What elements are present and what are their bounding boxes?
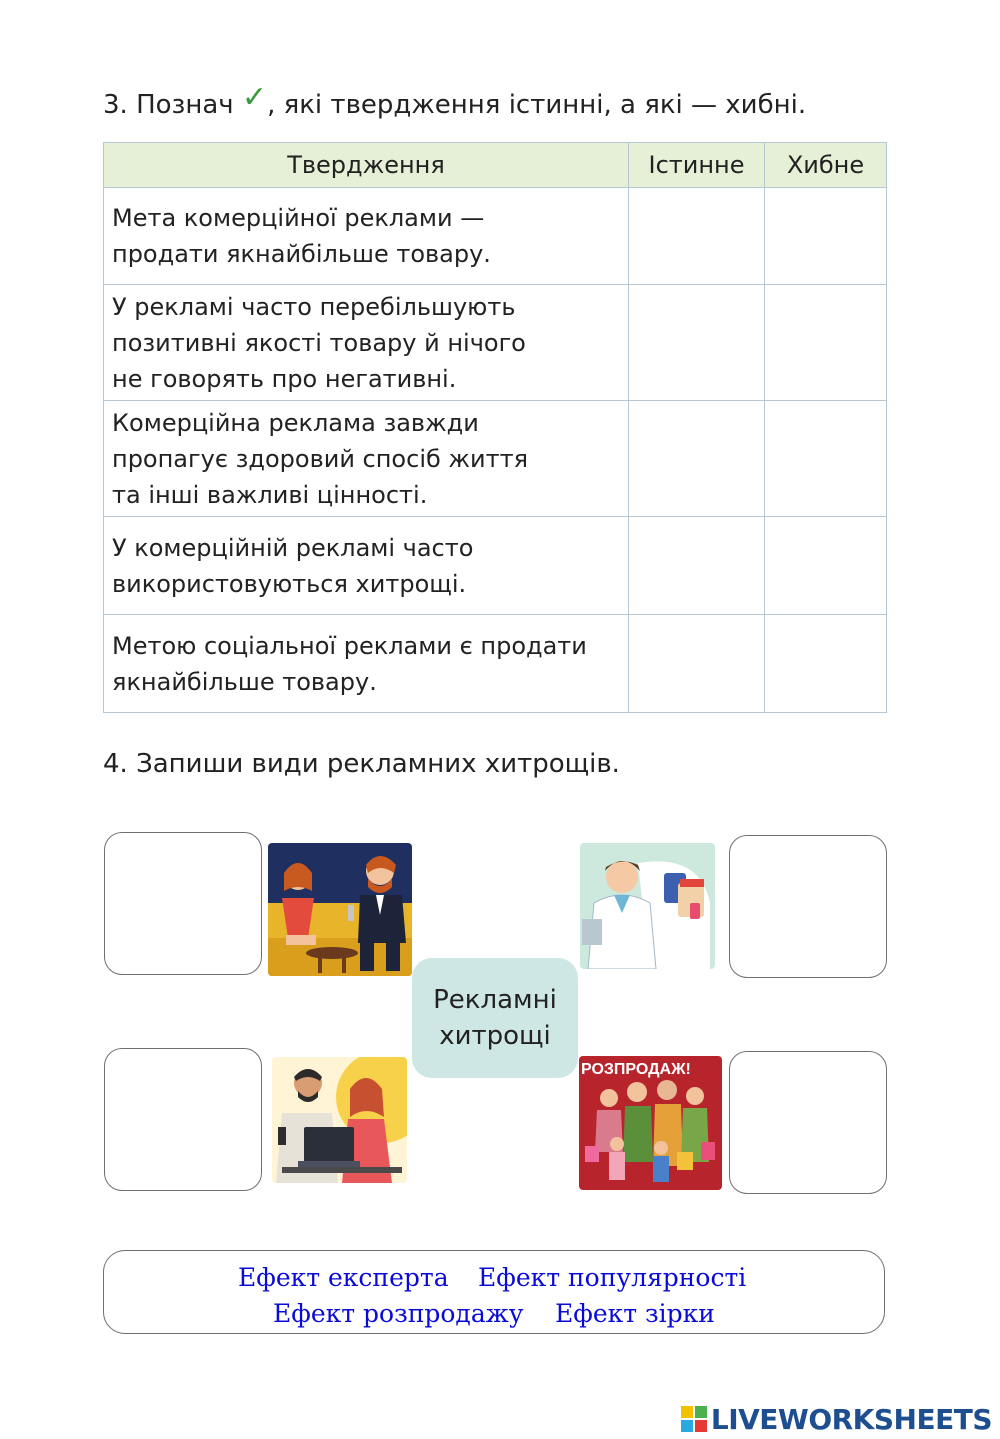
false-answer-cell[interactable] <box>765 285 887 401</box>
header-statement: Твердження <box>104 143 629 188</box>
doctor-expert-image <box>580 843 715 969</box>
word-popularity-effect[interactable]: Ефект популярності <box>478 1263 747 1292</box>
true-answer-cell[interactable] <box>629 285 765 401</box>
doctor-illustration <box>580 843 715 969</box>
statement-line: якнайбільше товару. <box>112 667 377 696</box>
statement-cell <box>104 517 629 615</box>
liveworksheets-brand <box>681 1402 992 1436</box>
sale-crowd-image <box>579 1056 722 1190</box>
task4-title <box>103 748 620 780</box>
brand-name: LIVEWORKSHEETS <box>710 1402 992 1436</box>
word-sale-effect[interactable]: Ефект розпродажу <box>273 1299 524 1328</box>
statement-line: позитивні якості товару й нічого <box>112 328 526 357</box>
true-answer-cell[interactable] <box>629 401 765 517</box>
statement-line: та інші важливі цінності. <box>112 480 428 509</box>
center-topic-box <box>412 958 578 1078</box>
table-row <box>104 401 887 517</box>
interview-illustration <box>272 1057 407 1183</box>
statement-line: Метою соціальної реклами є продати <box>112 631 587 660</box>
answer-box-top-right[interactable] <box>729 835 887 978</box>
task3-title-part1: Познач <box>136 90 234 120</box>
statement-line: Мета комерційної реклами — <box>112 204 485 232</box>
statement-cell <box>104 401 629 517</box>
statement-line: продати якнайбільше товару. <box>112 240 491 268</box>
header-false: Хибне <box>765 143 887 188</box>
task3-number: 3. <box>103 90 128 120</box>
sale-crowd-illustration <box>579 1056 722 1190</box>
task4-number: 4. <box>103 749 128 779</box>
false-answer-cell[interactable] <box>765 188 887 285</box>
statement-line: використовуються хитрощі. <box>112 569 467 598</box>
false-answer-cell[interactable] <box>765 517 887 615</box>
answer-box-bottom-left[interactable] <box>104 1048 262 1191</box>
street-interview-image <box>272 1057 407 1183</box>
checkmark-icon: ✓ <box>241 80 268 115</box>
task4-title-text: Запиши види рекламних хитрощів. <box>136 749 620 779</box>
statement-line: У рекламі часто перебільшують <box>112 292 516 321</box>
word-expert-effect[interactable]: Ефект експерта <box>238 1263 449 1292</box>
center-line-1: Рекламні <box>433 985 557 1015</box>
answer-box-bottom-right[interactable] <box>729 1051 887 1194</box>
table-header-row <box>104 143 887 188</box>
table-row <box>104 517 887 615</box>
statement-cell <box>104 188 629 285</box>
answer-box-top-left[interactable] <box>104 832 262 975</box>
task3-title-part2: , які твердження істинні, а які — хибні. <box>267 90 807 120</box>
celebrity-interview-image <box>268 843 412 976</box>
word-star-effect[interactable]: Ефект зірки <box>555 1299 715 1328</box>
statements-table <box>103 142 887 713</box>
true-answer-cell[interactable] <box>629 615 765 713</box>
center-line-2: хитрощі <box>439 1021 551 1051</box>
statement-line: пропагує здоровий спосіб життя <box>112 444 529 473</box>
celebrity-interview-illustration <box>268 843 412 976</box>
statement-cell <box>104 615 629 713</box>
statement-line: Комерційна реклама завжди <box>112 408 479 437</box>
statement-line: не говорять про негативні. <box>112 364 457 393</box>
false-answer-cell[interactable] <box>765 401 887 517</box>
header-true: Істинне <box>629 143 765 188</box>
table-row <box>104 615 887 713</box>
false-answer-cell[interactable] <box>765 615 887 713</box>
table-row <box>104 285 887 401</box>
task3-title <box>103 80 807 121</box>
liveworksheets-logo-icon <box>681 1406 707 1432</box>
statement-cell <box>104 285 629 401</box>
true-answer-cell[interactable] <box>629 188 765 285</box>
table-row <box>104 188 887 285</box>
true-answer-cell[interactable] <box>629 517 765 615</box>
word-bank <box>103 1250 885 1334</box>
sale-sign-text: РОЗПРОДАЖ! <box>581 1061 691 1078</box>
statement-line: У комерційній рекламі часто <box>112 533 474 562</box>
